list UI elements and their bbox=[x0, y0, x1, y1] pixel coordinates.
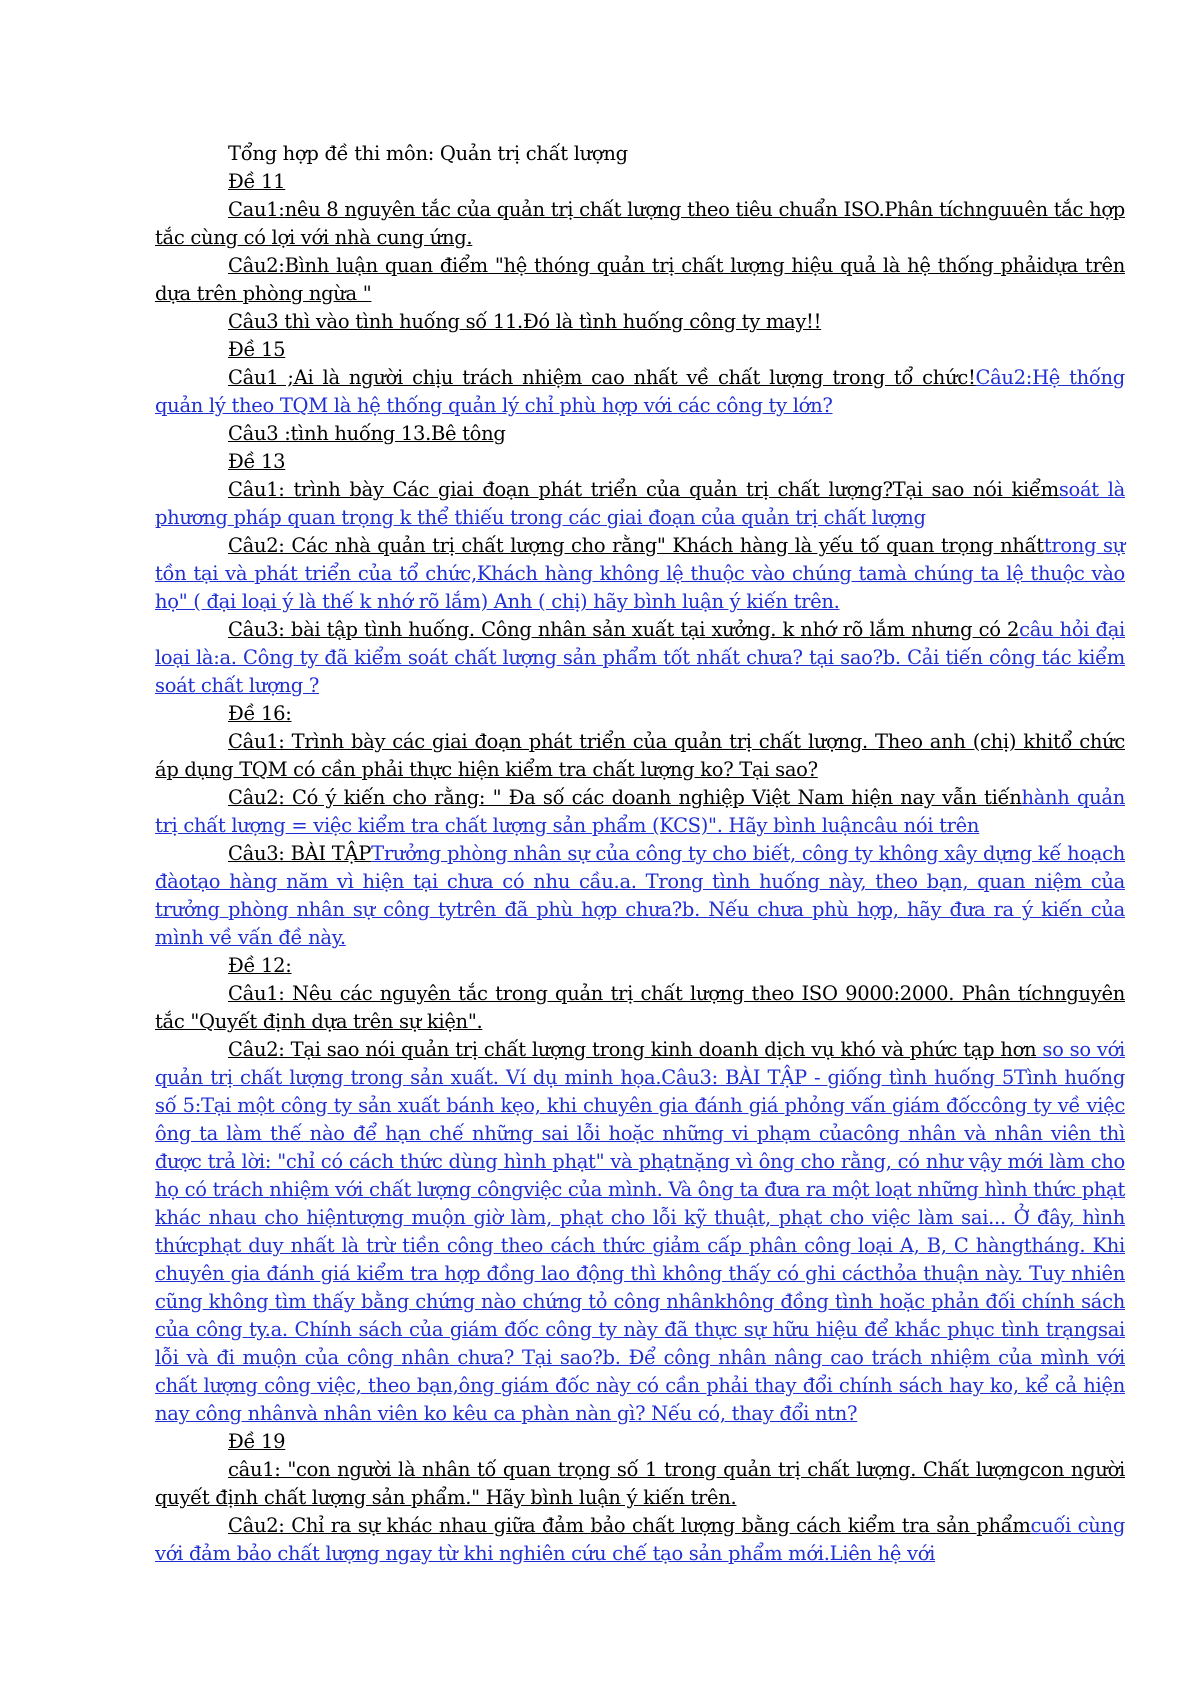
de13-cau3 bbox=[155, 616, 1125, 700]
de13-cau2-link[interactable]: trong sự tồn tại và phát triển của tổ chức,Khách hàng không lệ thuộc vào chúng tamà chúng ta lệ thuộc vào họ" ( đại loại ý là thế k nhớ rõ lắm) Anh ( chị) hãy bình luận ý kiến trên. bbox=[155, 534, 1125, 613]
de11-cau3: Câu3 thì vào tình huống số 11.Đó là tình huống công ty may!! bbox=[228, 310, 822, 333]
document-page bbox=[155, 140, 1125, 1568]
de11-cau1: Cau1:nêu 8 nguyên tắc của quản trị chất lượng theo tiêu chuẩn ISO.Phân tíchnguuên tắc hợp tắc cùng có lợi với nhà cung ứng. bbox=[155, 198, 1125, 249]
de16-cau3 bbox=[155, 840, 1125, 952]
heading-de-13: Đề 13 bbox=[228, 450, 286, 473]
de16-cau2-text: Câu2: Có ý kiến cho rằng: " Đa số các doanh nghiệp Việt Nam hiện nay vẫn tiến bbox=[228, 786, 1022, 809]
de12-cau2-link[interactable]: so so với quản trị chất lượng trong sản xuất. Ví dụ minh họa.Câu3: BÀI TẬP - giống tình huống 5Tình huống số 5:Tại một công ty sản xuất bánh kẹo, khi chuyên gia đánh giá phỏng vấn giám đốccông ty về việc ông ta làm thế nào để hạn chế những sai lỗi hoặc những vi phạm củacông nhân và nhân viên thì được trả lời: "chỉ có cách thức dùng hình phạt" và phạtnặng vì ông cho rằng, có như vậy mới làm cho họ có trách nhiệm với chất lượng côngviệc của mình. Và ông ta đưa ra một loạt những hình thức phạt khác nhau cho hiệntượng muộn giờ làm, phạt cho lỗi kỹ thuật, phạt cho việc làm sai... Ở đây, hình thứcphạt duy nhất là trừ tiền công theo cách thức giảm cấp phân công loại A, B, C hàngtháng. Khi chuyên gia đánh giá kiểm tra hợp đồng lao động thì không thấy có ghi cácthỏa thuận này. Tuy nhiên cũng không tìm thấy bằng chứng nào chứng tỏ công nhânkhông đồng tình hoặc phản đối chính sách của công ty.a. Chính sách của giám đốc công ty này đã thực sự hữu hiệu để khắc phục tình trạngsai lỗi và đi muộn của công nhân chưa? Tại sao?b. Để công nhân nâng cao trách nhiệm của mình với chất lượng công việc, theo bạn,ông giám đốc này có cần phải thay đổi chính sách hay ko, kể cả hiện nay công nhânvà nhân viên ko kêu ca phàn nàn gì? Nếu có, thay đổi ntn? bbox=[155, 1038, 1125, 1425]
de19-cau1: câu1: "con người là nhân tố quan trọng số 1 trong quản trị chất lượng. Chất lượngcon người quyết định chất lượng sản phẩm." Hãy bình luận ý kiến trên. bbox=[155, 1458, 1125, 1509]
de12-cau2-text: Câu2: Tại sao nói quản trị chất lượng trong kinh doanh dịch vụ khó và phức tạp hơn bbox=[228, 1038, 1037, 1061]
de13-cau1-text: Câu1: trình bày Các giai đoạn phát triển của quản trị chất lượng?Tại sao nói kiểm bbox=[228, 478, 1059, 501]
de15-cau2-link[interactable]: Câu2:Hệ thống quản lý theo TQM là hệ thống quản lý chỉ phù hợp với các công ty lớn? bbox=[155, 366, 1125, 417]
de16-cau3-text: Câu3: BÀI TẬP bbox=[228, 842, 372, 865]
de12-cau2-3 bbox=[155, 1036, 1125, 1428]
heading-de-15: Đề 15 bbox=[228, 338, 286, 361]
de16-cau1: Câu1: Trình bày các giai đoạn phát triển của quản trị chất lượng. Theo anh (chị) khitổ chức áp dụng TQM có cần phải thực hiện kiểm tra chất lượng ko? Tại sao? bbox=[155, 730, 1125, 781]
de19-cau2 bbox=[155, 1512, 1125, 1568]
de15-cau1: Câu1 ;Ai là người chịu trách nhiệm cao nhất về chất lượng trong tổ chức! bbox=[228, 366, 976, 389]
de13-cau3-text: Câu3: bài tập tình huống. Công nhân sản xuất tại xưởng. k nhớ rõ lắm nhưng có 2 bbox=[228, 618, 1020, 641]
heading-de-19: Đề 19 bbox=[228, 1430, 286, 1453]
de13-cau1-link[interactable]: soát là phương pháp quan trọng k thể thiếu trong các giai đoạn của quản trị chất lượng bbox=[155, 478, 1125, 529]
de13-cau2 bbox=[155, 532, 1125, 616]
de15-cau1-2 bbox=[155, 364, 1125, 420]
de13-cau1 bbox=[155, 476, 1125, 532]
de11-cau2: Câu2:Bình luận quan điểm "hệ thóng quản trị chất lượng hiệu quả là hệ thống phảidựa trên dựa trên phòng ngừa " bbox=[155, 254, 1125, 305]
de19-cau2-link[interactable]: cuối cùng với đảm bảo chất lượng ngay từ khi nghiên cứu chế tạo sản phẩm mới.Liên hệ với bbox=[155, 1514, 1125, 1565]
de12-cau1: Câu1: Nêu các nguyên tắc trong quản trị chất lượng theo ISO 9000:2000. Phân tíchnguyên tắc "Quyết định dựa trên sự kiện". bbox=[155, 982, 1125, 1033]
de16-cau2 bbox=[155, 784, 1125, 840]
de15-cau3: Câu3 :tình huống 13.Bê tông bbox=[228, 422, 506, 445]
de16-cau3-link[interactable]: Trưởng phòng nhân sự của công ty cho biết, công ty không xây dựng kế hoạch đàotạo hàng năm vì hiện tại chưa có nhu cầu.a. Trong tình huống này, theo bạn, quan niệm của trưởng phòng nhân sự công tytrên đã phù hợp chưa?b. Nếu chưa phù hợp, hãy đưa ra ý kiến của mình về vấn đề này. bbox=[155, 842, 1126, 949]
de19-cau2-text: Câu2: Chỉ ra sự khác nhau giữa đảm bảo chất lượng bằng cách kiểm tra sản phẩm bbox=[228, 1514, 1031, 1537]
document-title: Tổng hợp đề thi môn: Quản trị chất lượng bbox=[228, 142, 628, 165]
heading-de-12: Đề 12: bbox=[228, 954, 292, 977]
de16-cau2-link[interactable]: hành quản trị chất lượng = việc kiểm tra chất lượng sản phẩm (KCS)". Hãy bình luậncâu nói trên bbox=[155, 786, 1126, 837]
heading-de-16: Đề 16: bbox=[228, 702, 292, 725]
heading-de-11: Đề 11 bbox=[228, 170, 286, 193]
de13-cau3-link[interactable]: câu hỏi đại loại là:a. Công ty đã kiểm soát chất lượng sản phẩm tốt nhất chưa? tại sao?b. Cải tiến công tác kiểm soát chất lượng ? bbox=[155, 618, 1125, 697]
de13-cau2-text: Câu2: Các nhà quản trị chất lượng cho rằng" Khách hàng là yếu tố quan trọng nhất bbox=[228, 534, 1044, 557]
